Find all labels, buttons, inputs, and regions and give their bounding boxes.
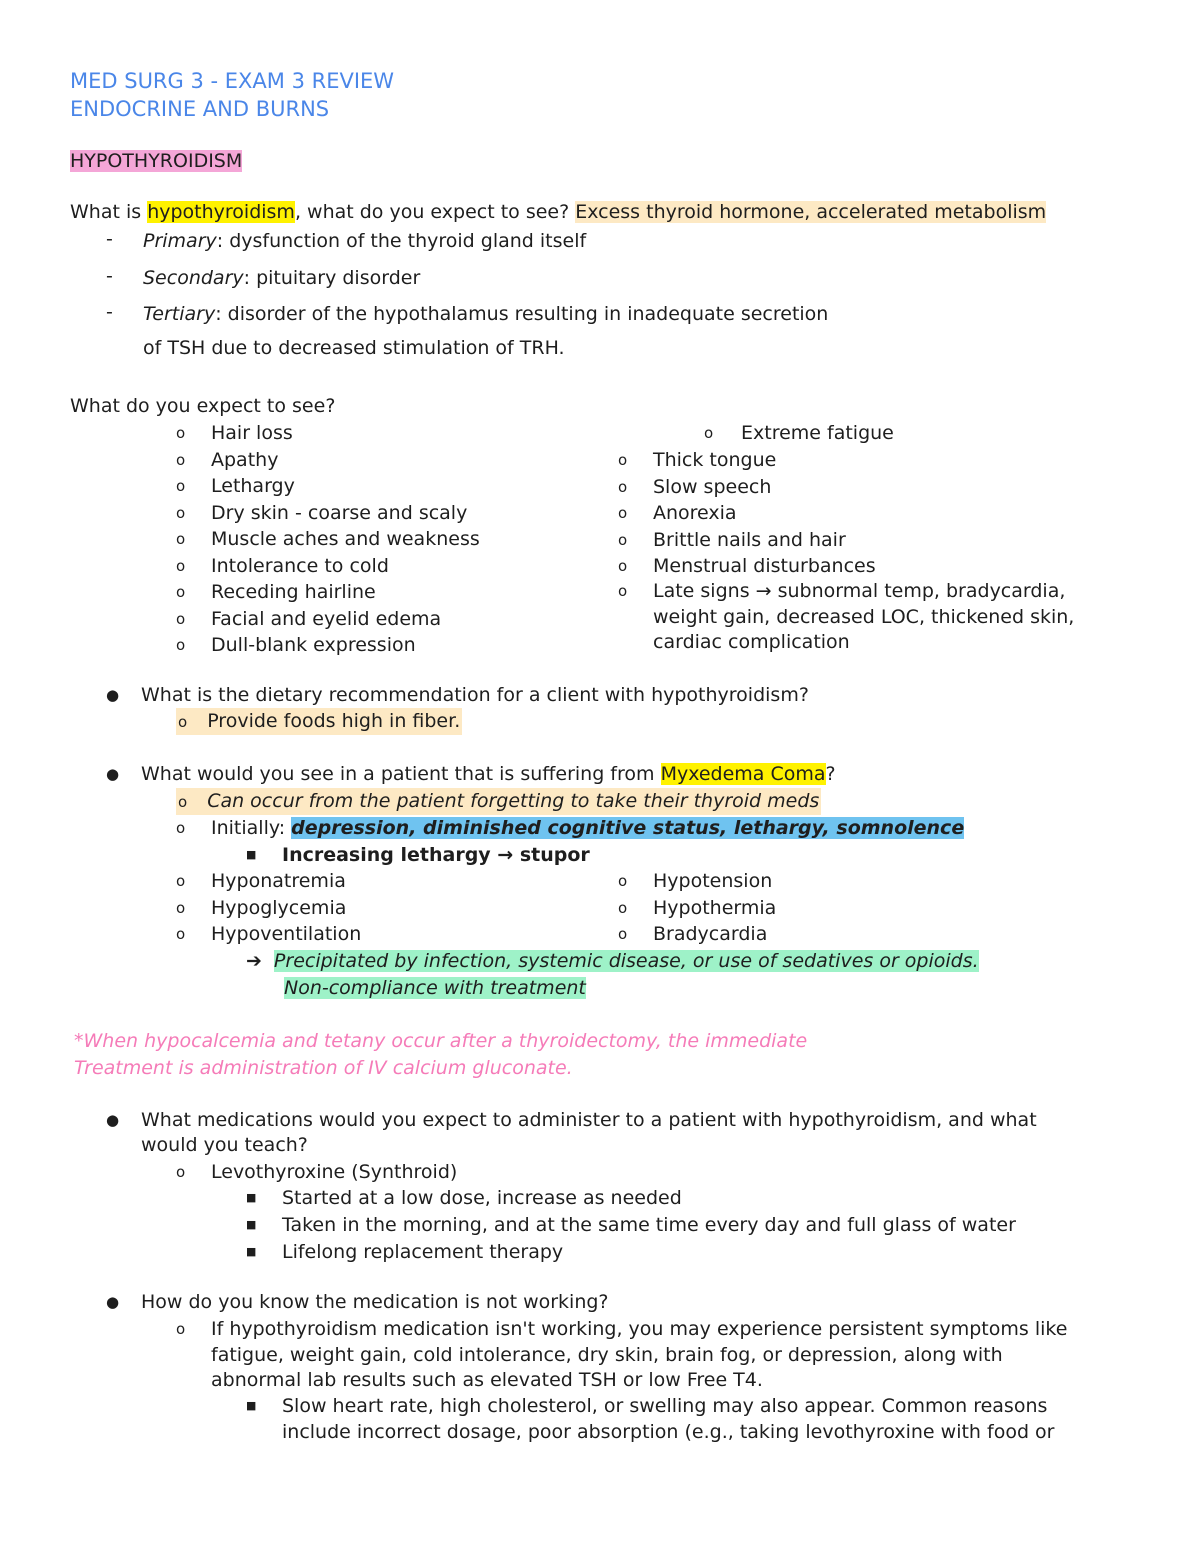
hollow-bullet: o: [176, 609, 186, 628]
increasing-lethargy: Increasing lethargy → stupor: [282, 844, 590, 866]
late-signs-line: cardiac complication: [653, 631, 850, 653]
myx-q-post: ?: [825, 763, 836, 785]
work-sub-line: Slow heart rate, high cholesterol, or swelling may also appear. Common reasons: [282, 1395, 1048, 1417]
myx-cause-row: [176, 788, 821, 815]
doc-title: MED SURG 3 - EXAM 3 REVIEW: [70, 69, 395, 93]
hollow-bullet: o: [176, 583, 186, 601]
type-text: : dysfunction of the thyroid gland itself: [216, 230, 587, 252]
hollow-bullet: o: [618, 477, 628, 496]
late-signs-line: weight gain, decreased LOC, thickened skin,: [653, 605, 1075, 628]
work-question: How do you know the medication is not working?: [141, 1291, 609, 1313]
calcium-note-2: Treatment is administration of IV calcium gluconate.: [74, 1057, 573, 1079]
med-question: What medications would you expect to administer to a patient with hypothyroidism, and what: [141, 1109, 1037, 1131]
hollow-bullet: o: [618, 925, 628, 943]
med-point: Lifelong replacement therapy: [282, 1241, 564, 1263]
section-heading: [70, 148, 242, 174]
hollow-bullet: o: [176, 424, 186, 442]
hollow-bullet: o: [176, 898, 186, 917]
type-label: Secondary: [143, 267, 244, 289]
diet-question: What is the dietary recommendation for a client with hypothyroidism?: [141, 684, 809, 706]
type-tertiary: [143, 301, 828, 327]
filled-bullet: ●: [106, 1293, 120, 1311]
dash-bullet: -: [106, 265, 113, 287]
square-bullet: ■: [246, 1399, 257, 1412]
hollow-bullet: o: [618, 557, 628, 575]
q1-mid: , what do you expect to see?: [294, 201, 576, 223]
med-point: Started at a low dose, increase as needed: [282, 1187, 682, 1209]
type-text: : pituitary disorder: [243, 267, 421, 289]
hollow-bullet: o: [176, 636, 186, 654]
myx-sign: Hypothermia: [653, 896, 777, 919]
myx-term: Myxedema Coma: [660, 763, 826, 785]
symptom-item: Receding hairline: [211, 581, 376, 603]
type-primary: [143, 228, 586, 254]
symptom-item: Brittle nails and hair: [653, 528, 846, 551]
hollow-bullet: o: [618, 872, 628, 890]
med-name: Levothyroxine (Synthroid): [211, 1161, 458, 1183]
q1-term: hypothyroidism: [147, 201, 295, 223]
type-label: Tertiary: [143, 303, 216, 325]
hollow-bullet: o: [176, 556, 186, 575]
hollow-bullet: o: [176, 925, 186, 943]
initially-label: Initially:: [211, 817, 292, 839]
hollow-bullet: o: [176, 530, 186, 548]
diet-answer-row: [176, 708, 462, 735]
square-bullet: ■: [246, 848, 257, 861]
dash-bullet: -: [106, 301, 113, 323]
type-text: : disorder of the hypothalamus resulting in inadequate secretion: [215, 303, 829, 325]
symptom-item: Hair loss: [211, 422, 293, 444]
arrow-icon: ➔: [246, 950, 262, 972]
square-bullet: ■: [246, 1218, 257, 1231]
symptom-item: Muscle aches and weakness: [211, 528, 480, 550]
hollow-bullet: o: [176, 819, 186, 837]
late-signs-line: Late signs → subnormal temp, bradycardia,: [653, 580, 1066, 602]
work-answer-line: abnormal lab results such as elevated TSH or low Free T4.: [211, 1369, 763, 1391]
type-secondary: [143, 265, 420, 291]
dash-bullet: -: [106, 228, 113, 250]
doc-subtitle: ENDOCRINE AND BURNS: [70, 97, 330, 121]
hollow-bullet: o: [618, 582, 628, 600]
med-point: Taken in the morning, and at the same time every day and full glass of water: [282, 1214, 1016, 1236]
hollow-bullet: o: [618, 451, 628, 469]
filled-bullet: ●: [106, 1111, 120, 1129]
myx-sign: Hypoventilation: [211, 923, 362, 945]
q1-pre: What is: [70, 201, 148, 223]
symptom-item: Intolerance to cold: [211, 554, 389, 577]
symptom-item: Slow speech: [653, 475, 772, 498]
symptom-item: Apathy: [211, 448, 279, 471]
precip-row: [246, 948, 979, 974]
hollow-bullet: o: [178, 793, 188, 811]
hollow-bullet: o: [618, 504, 628, 522]
hollow-bullet: o: [618, 530, 628, 549]
diet-answer: Provide foods high in fiber.: [207, 710, 461, 732]
question-definition: [70, 199, 1046, 225]
precip-row-2: [284, 975, 586, 1001]
myx-sign: Bradycardia: [653, 923, 768, 945]
square-bullet: ■: [246, 1191, 257, 1204]
symptom-item: Facial and eyelid edema: [211, 607, 442, 630]
type-label: Primary: [143, 230, 217, 252]
hollow-bullet: o: [176, 1320, 186, 1338]
myxedema-question: [141, 761, 836, 787]
precip-text: Precipitated by infection, systemic disease, or use of sedatives or opioids.: [273, 950, 979, 972]
hollow-bullet: o: [176, 477, 186, 495]
q1-answer: Excess thyroid hormone, accelerated metabolism: [575, 201, 1047, 223]
symptom-item: Dry skin - coarse and scaly: [211, 501, 468, 524]
hollow-bullet: o: [618, 898, 628, 917]
initially-text: depression, diminished cognitive status, lethargy, somnolence: [291, 817, 965, 839]
section-heading-label: HYPOTHYROIDISM: [70, 150, 243, 172]
work-sub-line: include incorrect dosage, poor absorption (e.g., taking levothyroxine with food or: [282, 1420, 1055, 1443]
symptom-item: Dull-blank expression: [211, 634, 416, 656]
symptom-item: Thick tongue: [653, 449, 777, 471]
hollow-bullet: o: [176, 450, 186, 469]
myx-q-pre: What would you see in a patient that is suffering from: [141, 763, 661, 785]
hollow-bullet: o: [704, 424, 714, 442]
hollow-bullet: o: [176, 1163, 186, 1181]
myx-sign: Hypotension: [653, 870, 773, 892]
type-tertiary-cont: of TSH due to decreased stimulation of TRH.: [143, 337, 565, 359]
initially-row: [211, 815, 964, 841]
work-answer-line: fatigue, weight gain, cold intolerance, dry skin, brain fog, or depression, along with: [211, 1343, 1003, 1366]
symptom-item: Anorexia: [653, 502, 737, 524]
symptom-item: Lethargy: [211, 475, 295, 497]
myx-sign: Hypoglycemia: [211, 896, 347, 919]
work-answer-line: If hypothyroidism medication isn't working, you may experience persistent symptoms like: [211, 1318, 1068, 1340]
myx-sign: Hyponatremia: [211, 870, 346, 892]
square-bullet: ■: [246, 1245, 257, 1258]
myx-cause: Can occur from the patient forgetting to take their thyroid meds: [207, 790, 820, 812]
symptom-item: Menstrual disturbances: [653, 555, 876, 577]
filled-bullet: ●: [106, 765, 120, 783]
med-question-2: would you teach?: [141, 1134, 308, 1156]
hollow-bullet: o: [176, 872, 186, 890]
precip-text-2: Non-compliance with treatment: [284, 977, 586, 999]
hollow-bullet: o: [178, 713, 188, 731]
expect-heading: What do you expect to see?: [70, 395, 336, 417]
calcium-note: *When hypocalcemia and tetany occur after a thyroidectomy, the immediate: [74, 1030, 808, 1052]
hollow-bullet: o: [176, 503, 186, 522]
symptom-item: Extreme fatigue: [741, 422, 894, 444]
filled-bullet: ●: [106, 686, 120, 704]
